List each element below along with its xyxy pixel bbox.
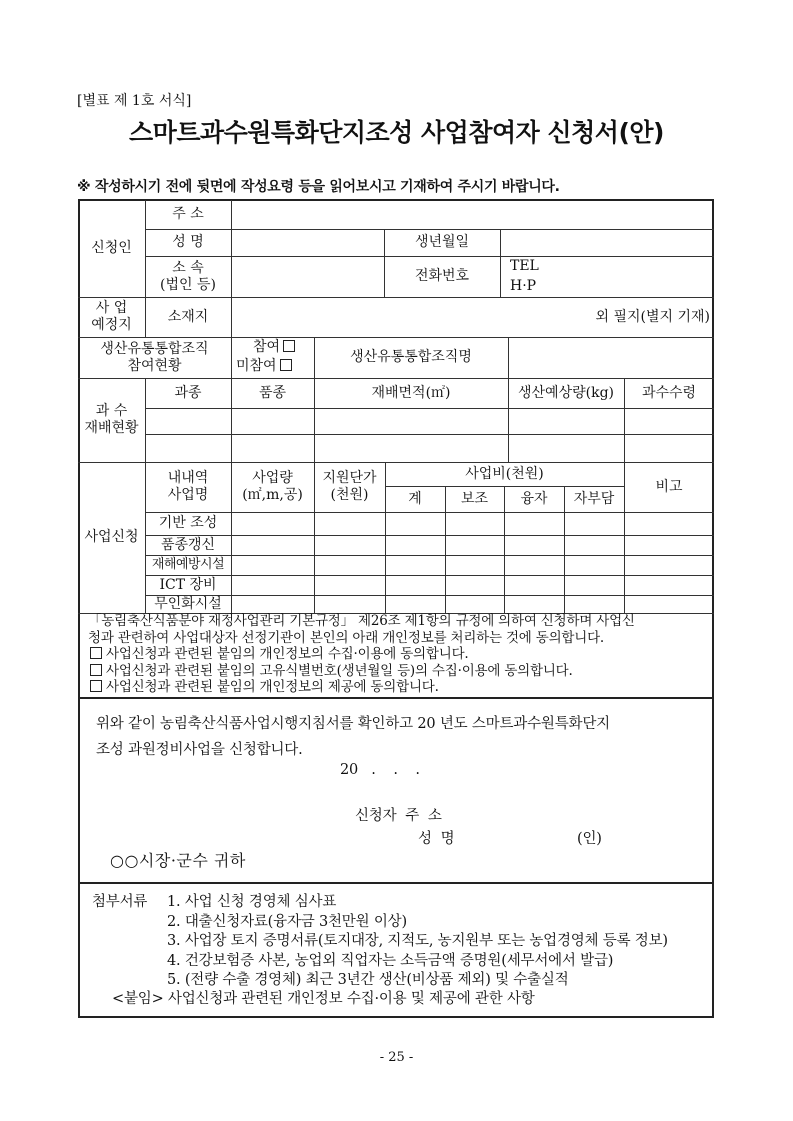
project-row-label: 품종갱신 xyxy=(160,536,216,553)
consent-checkbox-2[interactable] xyxy=(90,664,102,676)
project-row-label: ICT 장비 xyxy=(159,576,217,593)
unit-line1: 지원단가 xyxy=(322,470,377,487)
attachment-item: 4. 건강보험증 사본, 농업외 직업자는 소득금액 증명원(세무서에서 발급) xyxy=(167,952,614,969)
orchard-header-area: 재배면적(㎡) xyxy=(371,384,451,401)
declaration-line2: 조성 과원정비사업을 신청합니다. xyxy=(96,742,303,758)
recipient: ○○시장·군수 귀하 xyxy=(110,851,246,870)
consent-checkbox-3[interactable] xyxy=(90,680,102,692)
nojoin-label: 미참여 xyxy=(236,358,277,374)
attachment-item: 2. 대출신청자료(융자금 3천만원 이상) xyxy=(167,913,407,930)
orchard-header-age: 과수수령 xyxy=(641,384,697,401)
declaration-line1: 위와 같이 농림축산식품사업시행지침서를 확인하고 20 년도 스마트과수원특화단지 xyxy=(96,716,610,732)
join-option[interactable] xyxy=(253,339,295,356)
page-number: - 25 - xyxy=(379,1050,414,1065)
project-section-label: 사업신청 xyxy=(84,529,139,546)
consent-item3[interactable] xyxy=(88,679,635,696)
consent-checkbox-1[interactable] xyxy=(90,647,102,659)
project-header-note: 비고 xyxy=(655,478,683,495)
tel-label: TEL xyxy=(510,258,539,274)
attachment-item: 1. 사업 신청 경영체 심사표 xyxy=(167,894,337,910)
org-name-label: 생산유통통합조직명 xyxy=(350,349,472,366)
nojoin-checkbox[interactable] xyxy=(280,359,292,371)
location-field[interactable] xyxy=(231,297,714,337)
orchard-header-variety: 품종 xyxy=(258,384,287,401)
org-label-line1: 생산유통통합조직 xyxy=(100,340,209,357)
site-section-label xyxy=(78,297,145,337)
site-label-line1: 사 업 xyxy=(95,300,128,317)
consent-section xyxy=(88,613,635,696)
join-checkbox[interactable] xyxy=(283,340,295,352)
location-extra-text: 외 필지(별지 기재) xyxy=(595,308,710,325)
consent-line1: 「농림축산식품분야 재정사업관리 기본규정」 제26조 제1항의 규정에 의하여 신청하며 사업신 xyxy=(88,613,635,629)
project-row-label: 기반 조성 xyxy=(158,515,218,532)
name-label: 성 명 xyxy=(172,234,204,251)
seal-mark: (인) xyxy=(577,831,602,847)
attachments-list xyxy=(167,893,668,991)
consent-item1[interactable] xyxy=(88,646,635,663)
orchard-header-fruit: 과종 xyxy=(174,384,202,401)
applicant-name-sign: 성 명 xyxy=(418,831,455,847)
attachment-item: 3. 사업장 토지 증명서류(토지대장, 지적도, 농지원부 또는 농업경영체 등록 정보) xyxy=(167,933,668,949)
project-header-cost: 사업비(천원) xyxy=(465,465,544,482)
affiliation-label-line1: 소 속 xyxy=(172,259,204,276)
cost-header-loan: 융자 xyxy=(520,490,548,507)
birth-label: 생년월일 xyxy=(414,234,470,251)
attachments-appendix: <붙임> 사업신청과 관련된 개인정보 수집·이용 및 제공에 관한 사항 xyxy=(112,991,535,1007)
consent-line2: 청과 관련하여 사업대상자 선정기관이 본인의 아래 개인정보를 처리하는 것에 동의합니다. xyxy=(88,629,605,646)
location-label: 소재지 xyxy=(167,308,209,325)
orchard-header-yield: 생산예상량(kg) xyxy=(518,384,614,401)
phone-label: 전화번호 xyxy=(414,268,470,285)
consent-item2-text: 사업신청과 관련된 붙임의 고유식별번호(생년월일 등)의 수집·이용에 동의합니다. xyxy=(106,662,573,679)
declaration-date: 20 . . . xyxy=(340,762,420,778)
form-label: [별표 제 1호 서식] xyxy=(77,93,192,109)
org-name-field[interactable] xyxy=(508,337,714,378)
name-field[interactable] xyxy=(231,229,384,256)
attachments-label: 첨부서류 xyxy=(92,894,148,910)
cost-header-subsidy: 보조 xyxy=(460,490,489,507)
detail-line2: 사업명 xyxy=(167,487,209,503)
project-header-unit xyxy=(314,462,385,512)
orchard-section-label xyxy=(78,378,145,462)
join-label: 참여 xyxy=(253,339,281,355)
project-row-label: 재해예방시설 xyxy=(151,557,225,573)
orchard-label-line1: 과 수 xyxy=(95,403,128,420)
applicant-address-sign: 신청자 주 소 xyxy=(355,808,442,824)
attachment-item: 5. (전량 수출 경영체) 최근 3년간 생산(비상품 제외) 및 수출실적 xyxy=(167,972,569,988)
applicant-section-label: 신청인 xyxy=(91,240,132,257)
unit-line2: (천원) xyxy=(330,487,369,503)
project-header-amount xyxy=(231,462,314,512)
affiliation-label xyxy=(145,256,231,297)
amount-line1: 사업량 xyxy=(252,470,293,487)
site-label-line2: 예정지 xyxy=(91,317,132,333)
address-field[interactable] xyxy=(231,200,714,229)
affiliation-label-line2: (법인 등) xyxy=(160,276,216,293)
consent-item1-text: 사업신청과 관련된 붙임의 개인정보의 수집·이용에 동의합니다. xyxy=(106,646,469,662)
cost-header-total: 계 xyxy=(408,490,422,507)
amount-line2: (㎡,m,공) xyxy=(242,487,303,503)
affiliation-field[interactable] xyxy=(231,256,384,297)
project-header-detail xyxy=(145,462,231,512)
consent-item2[interactable] xyxy=(88,663,635,680)
project-row-label: 무인화시설 xyxy=(154,595,222,612)
detail-line1: 내내역 xyxy=(167,470,209,487)
consent-item3-text: 사업신청과 관련된 붙임의 개인정보의 제공에 동의합니다. xyxy=(106,679,439,695)
notice-text: ※ 작성하시기 전에 뒷면에 작성요령 등을 읽어보시고 기재하여 주시기 바랍니다. xyxy=(77,179,560,195)
nojoin-option[interactable] xyxy=(236,358,292,375)
org-participation-label xyxy=(78,337,231,378)
orchard-label-line2: 재배현황 xyxy=(84,420,139,436)
cost-header-self: 자부담 xyxy=(573,490,615,507)
page-title: 스마트과수원특화단지조성 사업참여자 신청서(안) xyxy=(129,118,664,147)
hp-label: H·P xyxy=(510,278,537,294)
address-label: 주 소 xyxy=(172,206,204,223)
birth-field[interactable] xyxy=(500,229,714,256)
org-label-line2: 참여현황 xyxy=(127,357,182,374)
